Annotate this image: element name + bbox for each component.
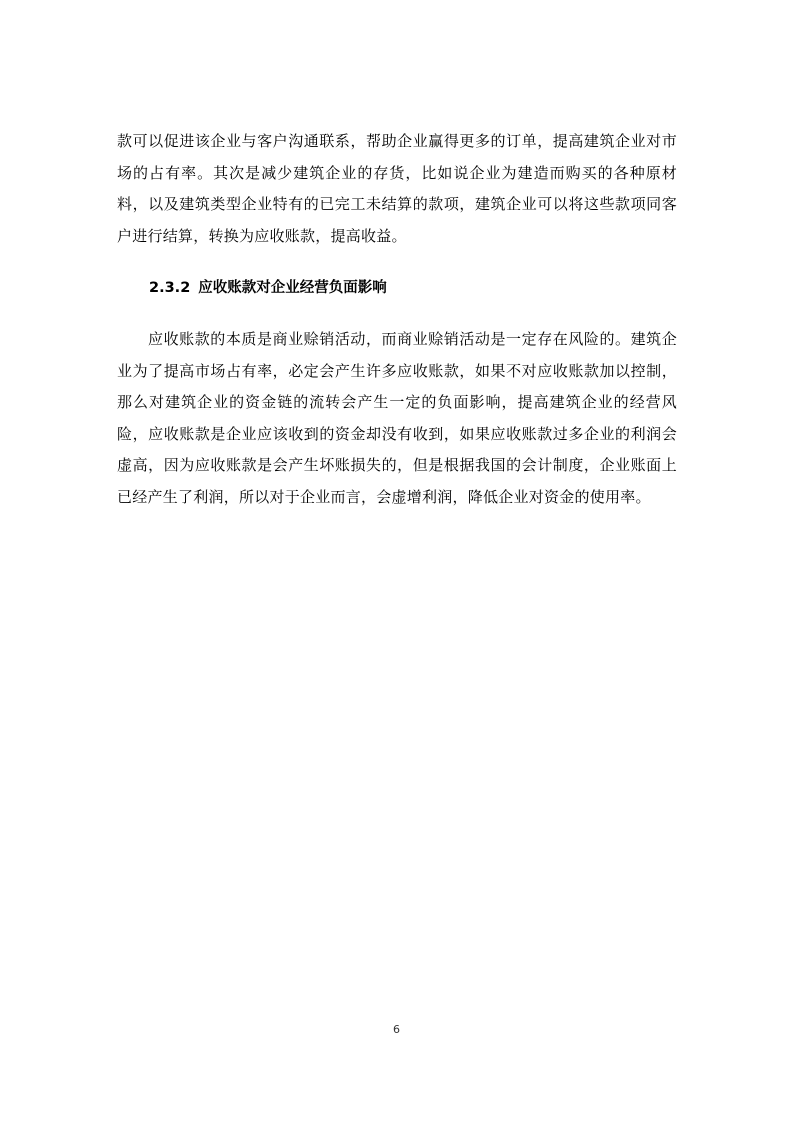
section-title: 应收账款对企业经营负面影响 (198, 280, 387, 296)
section-heading (149, 276, 677, 300)
page-number: 6 (393, 1023, 400, 1036)
body-paragraph-continued: 款可以促进该企业与客户沟通联系，帮助企业赢得更多的订单，提高建筑企业对市场的占有率。其次是减少建筑企业的存货，比如说企业为建造而购买的各种原材料，以及建筑类型企业特有的已完工未结算的款项，建筑企业可以将这些款项同客户进行结算，转换为应收账款，提高收益。 (117, 132, 677, 245)
section-number: 2.3.2 (149, 280, 191, 296)
body-paragraph: 应收账款的本质是商业赊销活动，而商业赊销活动是一定存在风险的。建筑企业为了提高市场占有率，必定会产生许多应收账款，如果不对应收账款加以控制，那么对建筑企业的资金链的流转会产生一定的负面影响，提高建筑企业的经营风险，应收账款是企业应该收到的资金却没有收到，如果应收账款过多企业的利润会虚高，因为应收账款是会产生坏账损失的，但是根据我国的会计制度，企业账面上已经产生了利润，所以对于企业而言，会虚增利润，降低企业对资金的使用率。 (117, 330, 677, 506)
page-content (117, 126, 677, 513)
